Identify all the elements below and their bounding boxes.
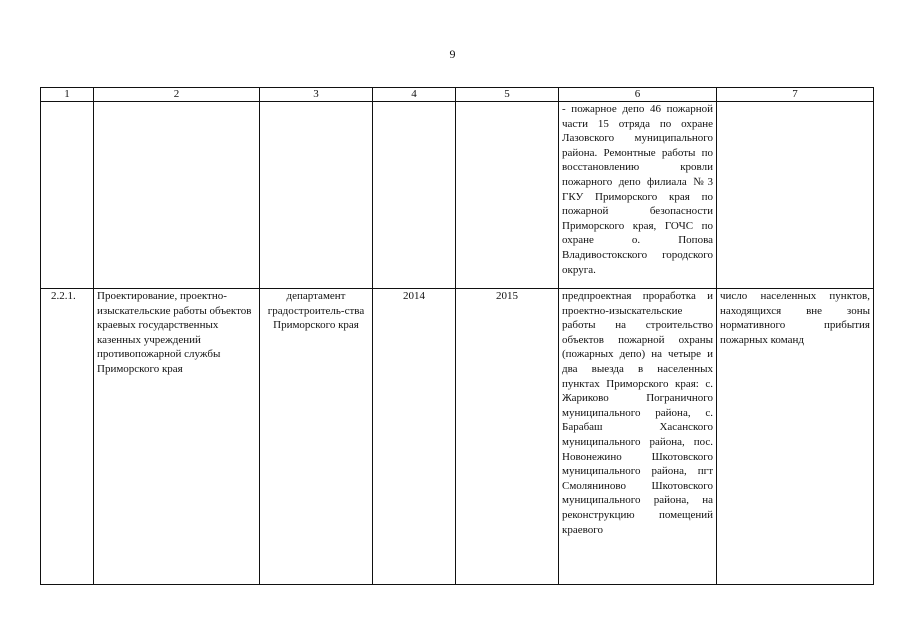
- cell-indicator: [717, 102, 874, 289]
- cell-activity: Проектирование, проектно-изыскательские работы объектов краевых государственных казенных учреждений противопожарной службы Приморского края: [94, 289, 260, 585]
- cell-start-year: 2014: [373, 289, 456, 585]
- cell-executor: [260, 102, 373, 289]
- cell-result: - пожарное депо 46 пожарной части 15 отряда по охране Лазовского муниципального района. Ремонтные работы по восстановлению кровли пожарного депо филиала №3 ГКУ Приморского края по пожарной безопасности Приморского края, ГОЧС по охране о. Попова Владивостокского городского округа.: [559, 102, 717, 289]
- page-number: 9: [449, 47, 456, 61]
- cell-end-year: [456, 102, 559, 289]
- column-header: 5: [456, 88, 559, 102]
- cell-number: 2.2.1.: [41, 289, 94, 585]
- table-row: [41, 102, 874, 289]
- cell-number: [41, 102, 94, 289]
- column-header: 6: [559, 88, 717, 102]
- column-header: 1: [41, 88, 94, 102]
- cell-executor: департамент градостроитель-ства Приморского края: [260, 289, 373, 585]
- column-header: 4: [373, 88, 456, 102]
- cell-result: предпроектная проработка и проектно-изыскательские работы на строительство объектов пожарной охраны (пожарных депо) на четыре и два выезда в населенных пунктах Приморского края: с. Жариково Пограничного муниципального района, с. Барабаш Хасанского муниципального района, пос. Новонежино Шкотовского муниципального района, пгт Смоляниново Шкотовского муниципального района, на реконструкцию помещений краевого: [559, 289, 717, 585]
- header-row: [41, 88, 874, 102]
- cell-indicator: число населенных пунктов, находящихся вне зоны нормативного прибытия пожарных команд: [717, 289, 874, 585]
- program-table: [40, 87, 874, 585]
- cell-activity: [94, 102, 260, 289]
- column-header: 7: [717, 88, 874, 102]
- table-row: [41, 289, 874, 585]
- column-header: 2: [94, 88, 260, 102]
- column-header: 3: [260, 88, 373, 102]
- cell-start-year: [373, 102, 456, 289]
- cell-end-year: 2015: [456, 289, 559, 585]
